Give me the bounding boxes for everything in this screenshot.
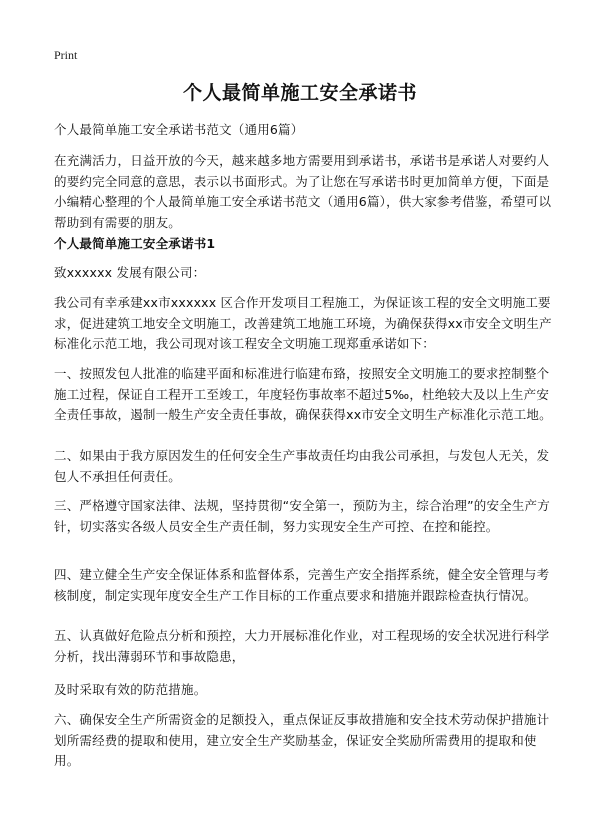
paragraph: 三、严格遵守国家法律、法规，坚持贯彻“安全第一，预防为主，综合治理”的安全生产方针，切实落实各级人员安全生产责任制，努力实现安全生产可控、在控和能控。 xyxy=(54,498,550,534)
paragraph: 我公司有幸承建xx市xxxxxx 区合作开发项目工程施工，为保证该工程的安全文明施工要求，促进建筑工地安全文明施工，改善建筑工地施工环境，为确保获得xx市安全文明生产标准化示范工地，我公司现对该工程安全文明施工现郑重承诺如下： xyxy=(54,295,552,351)
paragraph: 四、建立健全生产安全保证体系和监督体系，完善生产安全指挥系统，健全安全管理与考核制度，制定实现年度安全生产工作目标的工作重点要求和措施并跟踪检查执行情况。 xyxy=(54,567,550,603)
document-subtitle: 个人最简单施工安全承诺书范文（通用6篇） xyxy=(54,122,304,137)
paragraph: 五、认真做好危险点分析和预控，大力开展标准化作业，对工程现场的安全状况进行科学分析，找出薄弱环节和事故隐患， xyxy=(54,628,550,664)
paragraph: 二、如果由于我方原因发生的任何安全生产事故责任均由我公司承担，与发包人无关，发包人不承担任何责任。 xyxy=(54,448,550,484)
addressee-line: 致xxxxxx 发展有限公司： xyxy=(54,265,206,280)
paragraph: 一、按照发包人批准的临建平面和标准进行临建布臵，按照安全文明施工的要求控制整个施工过程，保证自工程开工至竣工，年度轻伤事故率不超过5‰，杜绝较大及以上生产安全责任事故，遏制一般生产安全责任事故，确保获得xx市安全文明生产标准化示范工地。 xyxy=(54,366,552,422)
intro-paragraph: 在充满活力，日益开放的今天，越来越多地方需要用到承诺书，承诺书是承诺人对要约人的要约完全同意的意思，表示以书面形式。为了让您在写承诺书时更加简单方便，下面是小编精心整理的个人最简单施工安全承诺书范文（通用6篇），供大家参考借鉴，希望可以帮助到有需要的朋友。 xyxy=(54,153,552,230)
page-title: 个人最简单施工安全承诺书 xyxy=(182,82,417,104)
section-heading: 个人最简单施工安全承诺书1 xyxy=(54,236,216,251)
print-link[interactable]: Print xyxy=(54,48,78,62)
paragraph: 及时采取有效的防范措施。 xyxy=(54,682,207,697)
paragraph: 六、确保安全生产所需资金的足额投入，重点保证反事故措施和安全技术劳动保护措施计划所需经费的提取和使用，建立安全生产奖励基金，保证安全奖励所需费用的提取和使用。 xyxy=(54,712,550,768)
